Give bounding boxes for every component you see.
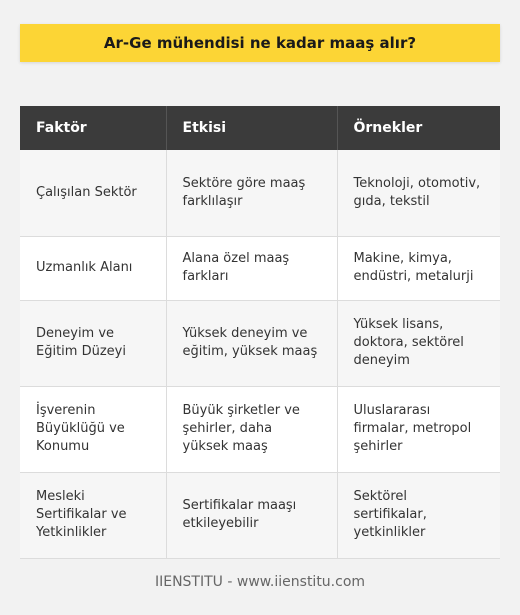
table-header-row [20,106,500,150]
table-cell: Yüksek deneyim ve eğitim, yüksek maaş [166,300,337,386]
table-cell: Çalışılan Sektör [20,150,166,236]
table-row [20,236,500,300]
table-row [20,386,500,472]
table-cell: Mesleki Sertifikalar ve Yetkinlikler [20,472,166,558]
column-header-effect: Etkisi [166,106,337,150]
table-row [20,472,500,558]
table-cell: Alana özel maaş farkları [166,236,337,300]
page-title: Ar-Ge mühendisi ne kadar maaş alır? [103,34,417,52]
column-header-factor: Faktör [20,106,166,150]
table-cell: Uluslararası firmalar, metropol şehirler [337,386,500,472]
table-cell: Büyük şirketler ve şehirler, daha yüksek maaş [166,386,337,472]
table-cell: Sertifikalar maaşı etkileyebilir [166,472,337,558]
table-cell: Teknoloji, otomotiv, gıda, tekstil [337,150,500,236]
table-row [20,300,500,386]
salary-factors-table [20,106,500,559]
table-cell: Deneyim ve Eğitim Düzeyi [20,300,166,386]
column-header-examples: Örnekler [337,106,500,150]
table-cell: İşverenin Büyüklüğü ve Konumu [20,386,166,472]
table-cell: Uzmanlık Alanı [20,236,166,300]
table-cell: Sektöre göre maaş farklılaşır [166,150,337,236]
title-banner [20,24,500,62]
table-cell: Yüksek lisans, doktora, sektörel deneyim [337,300,500,386]
table-cell: Sektörel sertifikalar, yetkinlikler [337,472,500,558]
table-cell: Makine, kimya, endüstri, metalurji [337,236,500,300]
footer-credit: IIENSTITU - www.iienstitu.com [154,574,366,590]
table-row [20,150,500,236]
